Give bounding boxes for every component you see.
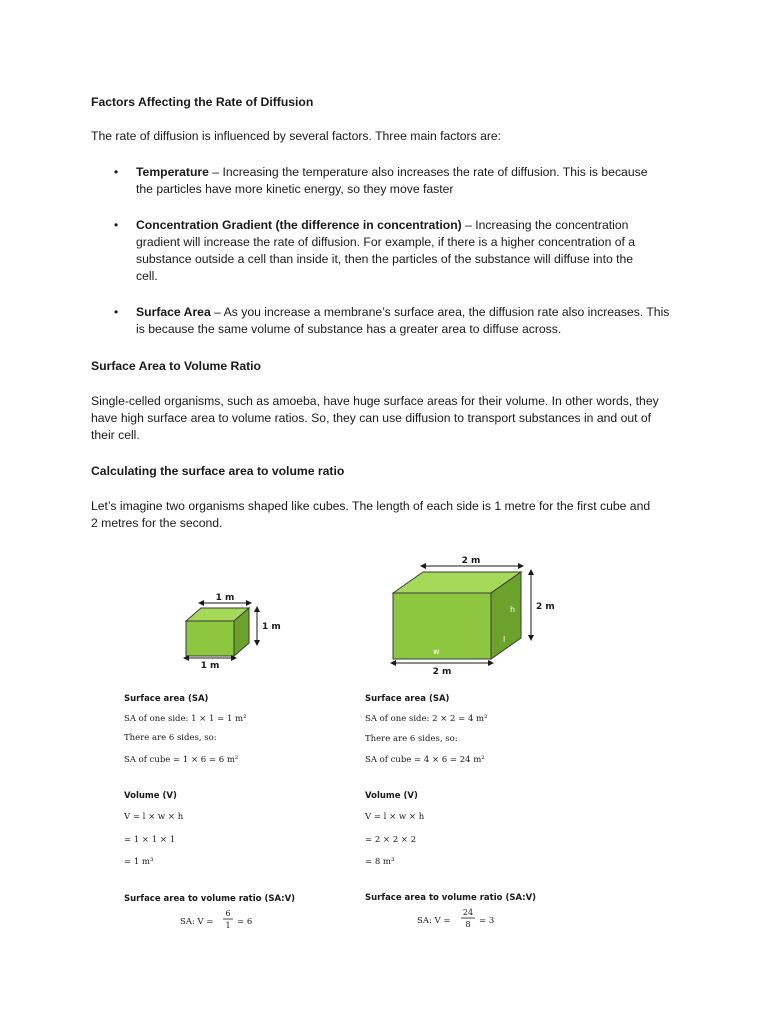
intro-paragraph: The rate of diffusion is influenced by several factors. Three main factors are: bbox=[91, 129, 502, 143]
heading-factors: Factors Affecting the Rate of Diffusion bbox=[91, 95, 314, 109]
bullet-text-line: gradient will increase the rate of diffusion. For example, if there is a higher concentration of a bbox=[136, 235, 636, 249]
paragraph-line: have high surface area to volume ratios. So, they can use diffusion to transport substances in and out of bbox=[91, 411, 652, 425]
large-cube-face-h: h bbox=[510, 605, 516, 614]
small-sa-title: Surface area (SA) bbox=[124, 694, 209, 704]
heading-calc: Calculating the surface area to volume ratio bbox=[91, 464, 345, 478]
paragraph-line: their cell. bbox=[91, 428, 140, 442]
large-cube bbox=[393, 572, 521, 659]
large-sa-sides: There are 6 sides, so: bbox=[365, 734, 458, 744]
bullet-term: Surface Area bbox=[136, 305, 211, 319]
small-ratio-title: Surface area to volume ratio (SA:V) bbox=[124, 894, 296, 904]
bullet-marker: • bbox=[114, 218, 119, 232]
large-ratio-title: Surface area to volume ratio (SA:V) bbox=[365, 893, 537, 903]
paragraph-line: Single-celled organisms, such as amoeba, have huge surface areas for their volume. In other words, they bbox=[91, 394, 659, 408]
cube-figure-svg bbox=[91, 550, 585, 930]
small-cube-working bbox=[123, 694, 295, 930]
small-cube bbox=[186, 608, 249, 656]
bullet-temperature bbox=[136, 164, 686, 198]
cube-comparison-figure bbox=[91, 550, 585, 930]
small-cube-dim-bottom: 1 m bbox=[200, 661, 220, 671]
bullet-term: Concentration Gradient (the difference in concentration) bbox=[136, 218, 462, 232]
large-ratio-num: 24 bbox=[462, 908, 474, 917]
small-sa-cube: SA of cube = 1 × 6 = 6 m² bbox=[124, 755, 239, 765]
bullet-text-line: the particles have more kinetic energy, so they move faster bbox=[136, 182, 454, 196]
bullet-surface-area bbox=[136, 304, 686, 338]
large-ratio-den: 8 bbox=[465, 920, 471, 929]
large-cube-dim-bottom: 2 m bbox=[432, 667, 452, 677]
calc-paragraph bbox=[91, 498, 691, 532]
large-cube-face-l: l bbox=[503, 635, 506, 644]
bullet-concentration-gradient bbox=[136, 217, 686, 285]
small-sa-side: SA of one side: 1 × 1 = 1 m² bbox=[124, 714, 247, 724]
bullet-text-line: is because the same volume of substance has a greater area to diffuse across. bbox=[136, 322, 562, 336]
large-vol-2: = 2 × 2 × 2 bbox=[365, 835, 417, 845]
large-vol-1: V = l × w × h bbox=[365, 812, 425, 822]
bullet-text-line: substance outside a cell than inside it, then the particles of the substance will diffuse into the bbox=[136, 252, 634, 266]
bullet-text-line: – Increasing the concentration bbox=[461, 218, 629, 232]
large-ratio-lhs: SA: V = bbox=[417, 916, 451, 926]
small-ratio-num: 6 bbox=[225, 909, 231, 918]
bullet-text-line: – As you increase a membrane’s surface area, the diffusion rate also increases. This bbox=[210, 305, 670, 319]
small-vol-2: = 1 × 1 × 1 bbox=[124, 835, 176, 845]
bullet-marker: • bbox=[114, 305, 119, 319]
large-cube-front-face bbox=[393, 593, 491, 659]
large-ratio-res: = 3 bbox=[479, 916, 495, 926]
small-cube-front-face bbox=[186, 621, 234, 656]
bullet-marker: • bbox=[114, 165, 119, 179]
small-ratio-res: = 6 bbox=[237, 917, 253, 927]
bullet-text-line: – Increasing the temperature also increases the rate of diffusion. This is because bbox=[208, 165, 648, 179]
large-vol-3: = 8 m³ bbox=[365, 857, 395, 867]
small-sa-sides: There are 6 sides, so: bbox=[124, 733, 217, 743]
large-sa-cube: SA of cube = 4 × 6 = 24 m² bbox=[365, 755, 485, 765]
large-cube-dim-right: 2 m bbox=[536, 602, 555, 612]
small-ratio-den: 1 bbox=[225, 921, 231, 930]
large-cube-face-w: w bbox=[433, 647, 440, 656]
bullet-text-line: cell. bbox=[136, 269, 158, 283]
small-vol-1: V = l × w × h bbox=[124, 812, 184, 822]
ratio-paragraph bbox=[91, 393, 691, 444]
large-vol-title: Volume (V) bbox=[365, 791, 418, 801]
small-ratio-lhs: SA: V = bbox=[180, 917, 214, 927]
small-cube-dim-top: 1 m bbox=[215, 593, 235, 603]
large-sa-side: SA of one side: 2 × 2 = 4 m² bbox=[365, 714, 488, 724]
small-vol-title: Volume (V) bbox=[124, 791, 177, 801]
paragraph-line: Let’s imagine two organisms shaped like cubes. The length of each side is 1 metre for the first cube and bbox=[91, 499, 651, 513]
heading-ratio: Surface Area to Volume Ratio bbox=[91, 359, 261, 373]
small-vol-3: = 1 m³ bbox=[124, 857, 154, 867]
large-cube-working bbox=[364, 694, 536, 929]
large-sa-title: Surface area (SA) bbox=[365, 694, 450, 704]
bullet-term: Temperature bbox=[136, 165, 209, 179]
small-cube-dim-right: 1 m bbox=[262, 622, 281, 632]
large-cube-dim-top: 2 m bbox=[461, 556, 481, 566]
paragraph-line: 2 metres for the second. bbox=[91, 516, 223, 530]
